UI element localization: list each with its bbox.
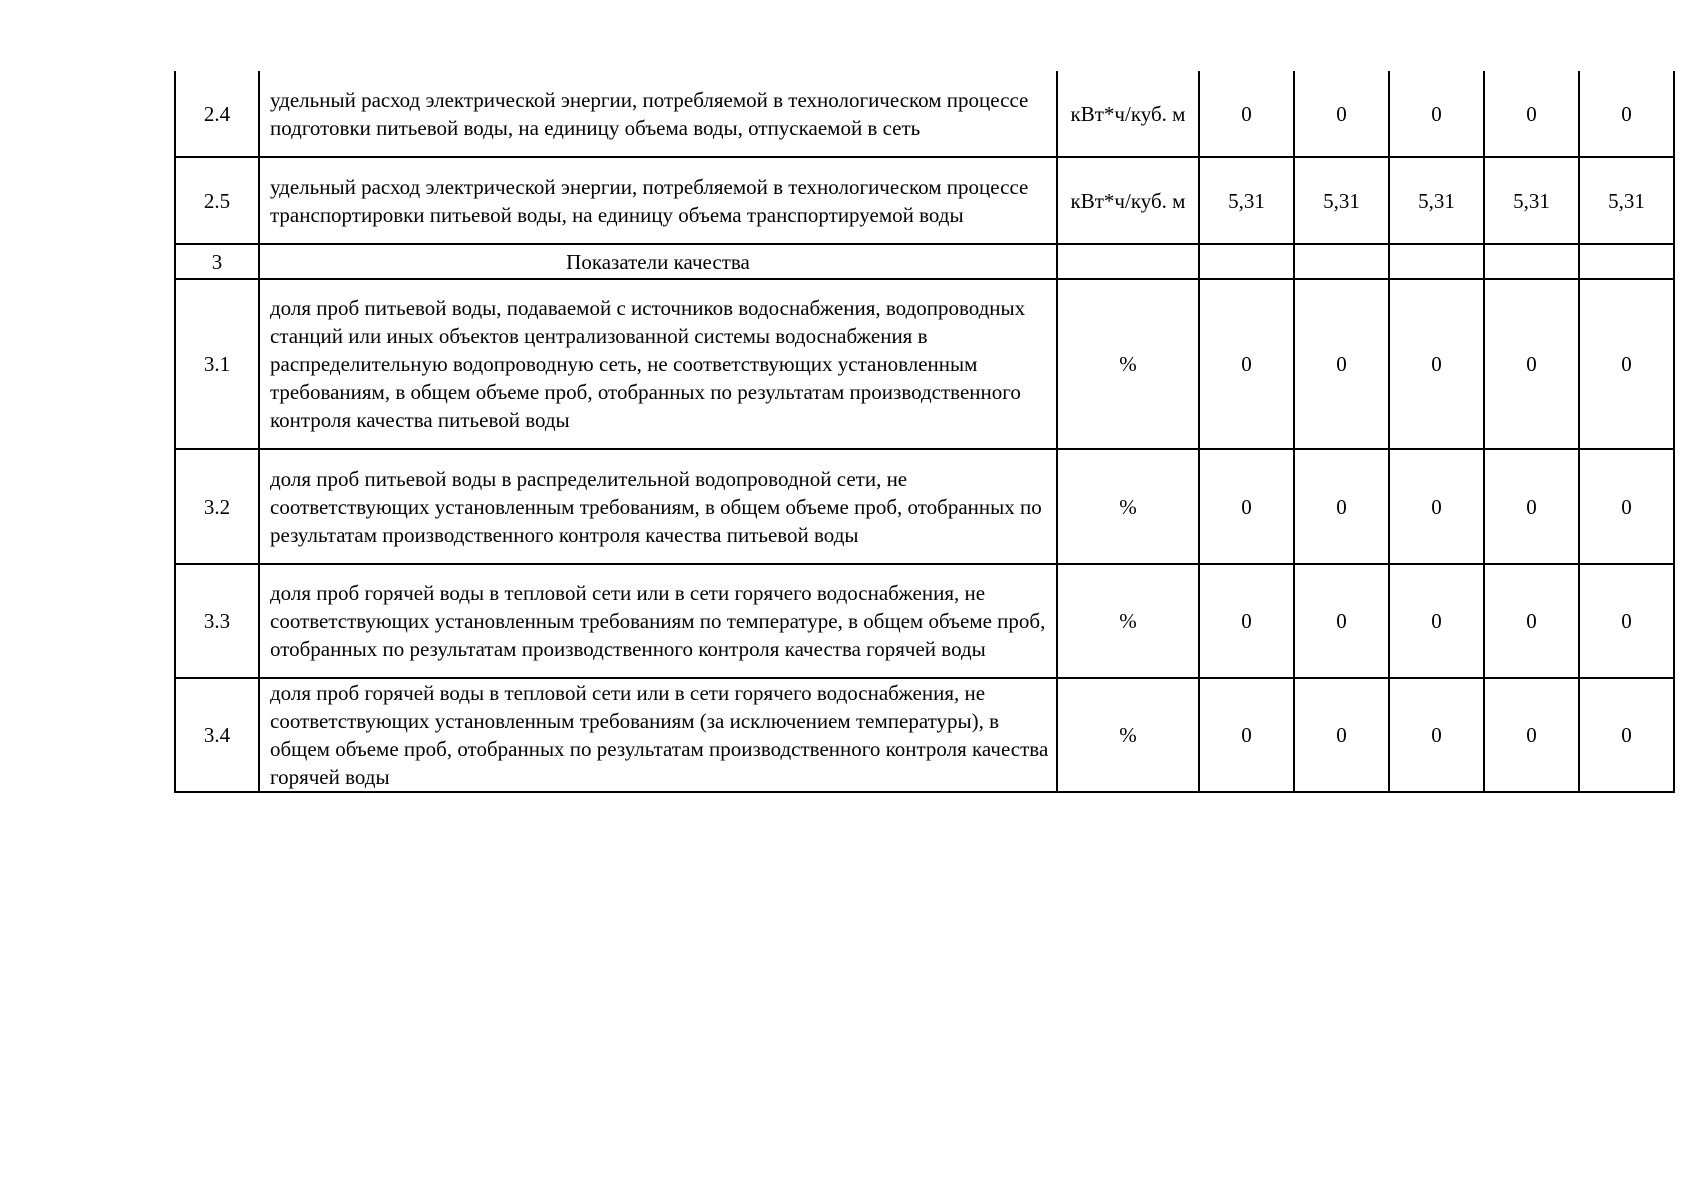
value-cell: 0: [1579, 449, 1674, 564]
table-row-3-3: [175, 564, 1674, 678]
value-cell: [1389, 244, 1484, 279]
row-number: 2.4: [175, 71, 259, 157]
value-cell: 0: [1484, 71, 1579, 157]
row-unit: %: [1057, 279, 1199, 449]
value-cell: 0: [1484, 678, 1579, 792]
table-row-2-4: [175, 71, 1674, 157]
value-cell: 5,31: [1484, 157, 1579, 244]
table-row-2-5: [175, 157, 1674, 244]
value-cell: 0: [1579, 678, 1674, 792]
value-cell: 5,31: [1199, 157, 1294, 244]
value-cell: [1484, 244, 1579, 279]
row-number: 3.3: [175, 564, 259, 678]
row-number: 3.4: [175, 678, 259, 792]
row-description: доля проб питьевой воды в распределительной водопроводной сети, не соответствующих установленным требованиям, в общем объеме проб, отобранных по результатам производственного контроля качества питьевой воды: [259, 449, 1057, 564]
row-description: доля проб горячей воды в тепловой сети или в сети горячего водоснабжения, не соответствующих установленным требованиям по температуре, в общем объеме проб, отобранных по результатам производственного контроля качества горячей воды: [259, 564, 1057, 678]
value-cell: 5,31: [1389, 157, 1484, 244]
value-cell: 0: [1199, 71, 1294, 157]
value-cell: 0: [1389, 449, 1484, 564]
value-cell: 0: [1294, 564, 1389, 678]
row-unit: кВт*ч/куб. м: [1057, 157, 1199, 244]
value-cell: 0: [1579, 71, 1674, 157]
value-cell: 0: [1484, 564, 1579, 678]
value-cell: 0: [1579, 279, 1674, 449]
section-title: Показатели качества: [259, 244, 1057, 279]
indicators-table: [174, 71, 1675, 793]
value-cell: 0: [1389, 71, 1484, 157]
value-cell: 0: [1294, 279, 1389, 449]
value-cell: 0: [1294, 449, 1389, 564]
section-number: 3: [175, 244, 259, 279]
table-row-3-4: [175, 678, 1674, 792]
value-cell: 0: [1484, 279, 1579, 449]
value-cell: [1579, 244, 1674, 279]
value-cell: 0: [1199, 564, 1294, 678]
row-unit: %: [1057, 678, 1199, 792]
value-cell: 5,31: [1294, 157, 1389, 244]
row-description: доля проб питьевой воды, подаваемой с источников водоснабжения, водопроводных станций или иных объектов централизованной системы водоснабжения в распределительную водопроводную сеть, не соответствующих установленным требованиям, в общем объеме проб, отобранных по результатам производственного контроля качества питьевой воды: [259, 279, 1057, 449]
row-unit: кВт*ч/куб. м: [1057, 71, 1199, 157]
value-cell: 0: [1389, 279, 1484, 449]
row-unit: %: [1057, 564, 1199, 678]
table-row-3-1: [175, 279, 1674, 449]
row-unit: [1057, 244, 1199, 279]
value-cell: 5,31: [1579, 157, 1674, 244]
value-cell: 0: [1484, 449, 1579, 564]
row-unit: %: [1057, 449, 1199, 564]
value-cell: 0: [1199, 678, 1294, 792]
value-cell: 0: [1389, 678, 1484, 792]
value-cell: 0: [1294, 71, 1389, 157]
value-cell: 0: [1294, 678, 1389, 792]
table-row-3-2: [175, 449, 1674, 564]
row-description: удельный расход электрической энергии, потребляемой в технологическом процессе транспортировки питьевой воды, на единицу объема транспортируемой воды: [259, 157, 1057, 244]
value-cell: 0: [1579, 564, 1674, 678]
row-description: доля проб горячей воды в тепловой сети или в сети горячего водоснабжения, не соответствующих установленным требованиям (за исключением температуры), в общем объеме проб, отобранных по результатам производственного контроля качества горячей воды: [259, 678, 1057, 792]
value-cell: 0: [1389, 564, 1484, 678]
table-row-section-3: [175, 244, 1674, 279]
row-number: 3.2: [175, 449, 259, 564]
value-cell: 0: [1199, 449, 1294, 564]
row-number: 2.5: [175, 157, 259, 244]
value-cell: [1199, 244, 1294, 279]
value-cell: 0: [1199, 279, 1294, 449]
row-description: удельный расход электрической энергии, потребляемой в технологическом процессе подготовки питьевой воды, на единицу объема воды, отпускаемой в сеть: [259, 71, 1057, 157]
value-cell: [1294, 244, 1389, 279]
row-number: 3.1: [175, 279, 259, 449]
